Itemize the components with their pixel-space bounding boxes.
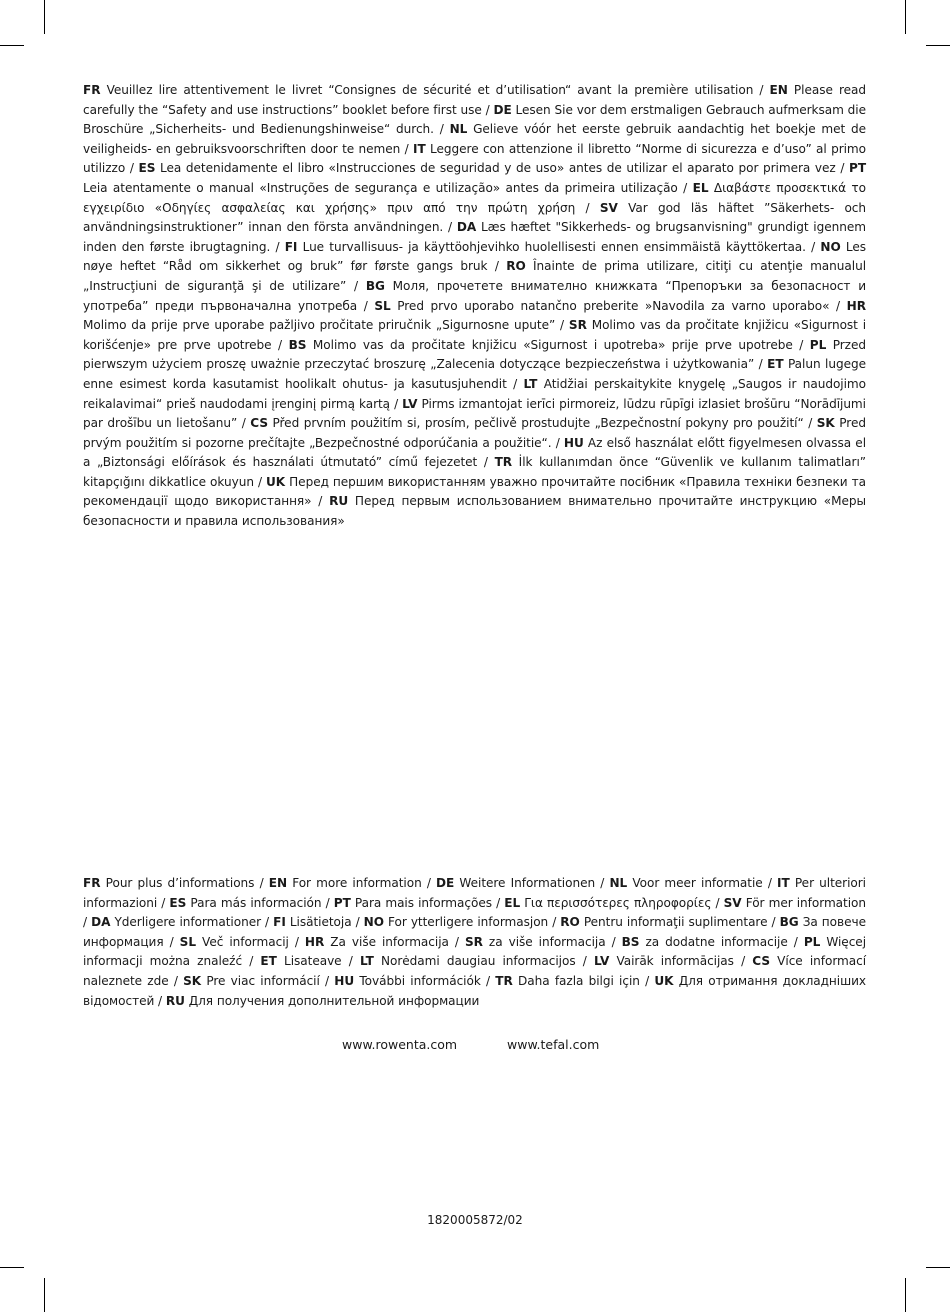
crop-mark-bottom-left-horizontal: [0, 1267, 24, 1268]
lang-code-bg: BG: [779, 915, 799, 930]
text-no: For ytterligere informasjon: [388, 915, 549, 930]
lang-code-uk: UK: [266, 474, 286, 489]
lang-code-el: EL: [692, 180, 709, 195]
rowenta-link[interactable]: www.rowenta.com: [342, 1037, 458, 1052]
lang-code-pt: PT: [849, 161, 867, 176]
text-nl: Gelieve vóór het eerste gebruik aandachtig het boekje met de veiligheids- en gebruiksvoorschriften door te nemen: [83, 122, 867, 156]
text-pt: Para mais informações: [354, 895, 492, 910]
lang-code-pl: PL: [809, 337, 827, 352]
lang-code-it: IT: [777, 876, 790, 890]
text-hr: Za više informacija: [330, 934, 449, 949]
text-pl: Przed pierwszym użyciem proszę uważnie przeczytać broszurę „Zalecenia dotyczące bezpieczeństwa i użytkowania”: [83, 337, 867, 372]
text-bg: За повече информация: [83, 915, 866, 949]
lang-code-no: NO: [363, 915, 384, 930]
text-ro: Înainte de prima utilizare, citiţi cu atenţie manualul „Instrucţiuni de siguranţă şi de utilizare”: [83, 259, 866, 293]
lang-code-bs: BS: [621, 934, 640, 949]
crop-mark-top-left-vertical: [44, 0, 45, 34]
lang-code-el: EL: [504, 895, 521, 910]
safety-notice-paragraph: FR Veuillez lire attentivement le livret “Consignes de sécurité et d’utilisation“ avant la première utilisation / EN Please read carefully the “Safety and use instructions” booklet before first use / DE Lesen Sie vor dem erstmaligen Gebrauch aufmerksam die Broschüre „Sicherheits- und Bedienungshinweise“ durch. / NL Gelieve vóór het eerste gebruik aandachtig het boekje met de veiligheids- en gebruiksvoorschriften door te nemen / IT Leggere con attenzione il libretto “Norme di sicurezza e d’uso” al primo utilizzo / ES Lea detenidamente el libro «Instrucciones de seguridad y de uso» antes de utilizar el aparato por primera vez / PT Leia atentamente o manual «Instruções de segurança e utilização» antes da primeira utilização / EL Διαβάστε προσεκτικά το εγχειρίδιο «Οδηγίες ασφαλείας και χρήσης» πριν από την πρώτη χρήση / SV Var god läs häftet ”Säkerhets- och användningsinstruktioner” innan den första användningen. / DA Læs hæftet "Sikkerheds- og brugsanvisning" grundigt igennem inden den første ibrugtagning. / FI Lue turvallisuus- ja käyttöohjevihko huolellisesti ennen ensimmäistä käyttökertaa. / NO Les nøye heftet “Råd om sikkerhet og bruk” før første gangs bruk / RO Înainte de prima utilizare, citiţi cu atenţie manualul „Instrucţiuni de siguranţă şi de utilizare” / BG Моля, прочетете внимателно книжката “Препоръки за безопасност и употреба” преди първоначална употреба / SL Pred prvo uporabo natančno preberite »Navodila za varno uporabo« / HR Molimo da prije prve uporabe pažljivo pročitate priručnik „Sigurnosne upute” / SR Molimo vas da pročitate knjižicu «Sigurnost i korišćenje» pre prve upotrebe / BS Molimo vas da pročitate knjižicu «Sigurnost i upotreba» prije prve upotrebe / PL Przed pierwszym użyciem proszę uważnie przeczytać broszurę „Zalecenia dotyczące bezpieczeństwa i użytkowania” / ET Palun lugege enne esimest korda kasutamist hoolikalt ohutus- ja kasutusjuhendit / LT Atidžiai perskaitykite knygelę „Saugos ir naudojimo reikalavimai“ prieš naudodami įrenginį pirmą kartą / LV Pirms izmantojat ierīci pirmoreiz, lūdzu rūpīgi izlasiet brošūru “Norādījumi par drošību un lietošanu” / CS Před prvním použitím si, prosím, pečlivě prostudujte „Bezpečnostní pokyny pro použití“ / SK Pred prvým použitím si pozorne prečítajte „Bezpečnostné odporúčania a použitie“. / HU Az első használat előtt figyelmesen olvassa el a „Biztonsági előírások és használati útmutató” című fejezetet / TR İlk kullanımdan önce “Güvenlik ve kullanım talimatları” kitapçığını dikkatlice okuyun / UK Перед першим використанням уважно прочитайте посібник «Правила техніки безпеки та рекомендації щодо використання» / RU Перед первым использованием внимательно прочитайте инструкцию «Меры безопасности и правила использования»: [83, 83, 867, 529]
crop-mark-bottom-right-horizontal: [926, 1267, 950, 1268]
lang-code-sr: SR: [568, 318, 587, 333]
lang-code-es: ES: [138, 161, 156, 176]
text-bs: Molimo vas da pročitate knjižicu «Sigurnost i upotreba» prije prve upotrebe: [312, 337, 793, 352]
lang-code-et: ET: [767, 357, 784, 372]
lang-code-ro: RO: [506, 259, 526, 274]
text-hr: Molimo da prije prve uporabe pažljivo pročitate priručnik „Sigurnosne upute”: [83, 318, 556, 333]
text-sr: Molimo vas da pročitate knjižicu «Sigurnost i korišćenje» pre prve upotrebe: [83, 318, 867, 352]
more-information-paragraph: FR Pour plus d’informations / EN For more information / DE Weitere Informationen / NL Voor meer informatie / IT Per ulteriori informazioni / ES Para más información / PT Para mais informações / EL Για περισσότερες πληροφορίες / SV För mer information / DA Yderligere informationer / FI Lisätietoja / NO For ytterligere informasjon / RO Pentru informaţii suplimentare / BG За повече информация / SL Več informacij / HR Za više informacija / SR za više informacija / BS za dodatne informacije / PL Więcej informacji można znaleźć / ET Lisateave / LT Norėdami daugiau informacijos / LV Vairāk informācijas / CS Více informací naleznete zde / SK Pre viac informácií / HU További információk / TR Daha fazla bilgi için / UK Для отримання докладніших відомостей / RU Для получения дополнительной информации: [83, 876, 867, 1008]
lang-code-bg: BG: [365, 278, 385, 293]
lang-code-fi: FI: [284, 239, 298, 254]
lang-code-hu: HU: [563, 435, 584, 450]
text-da: Yderligere informationer: [114, 915, 262, 930]
lang-code-sk: SK: [816, 416, 835, 431]
text-hu: Az első használat előtt figyelmesen olvassa el a „Biztonsági előírások és használati útmutató” című fejezetet: [83, 435, 867, 470]
lang-code-es: ES: [169, 895, 187, 910]
text-de: Lesen Sie vor dem erstmaligen Gebrauch aufmerksam die Broschüre „Sicherheits- und Bedienungshinweise“ durch.: [83, 102, 866, 137]
text-el: Διαβάστε προσεκτικά το εγχειρίδιο «Οδηγίες ασφαλείας και χρήσης» πριν από την πρώτη χρήση: [83, 180, 866, 215]
lang-code-tr: TR: [494, 455, 513, 470]
text-da: Læs hæftet "Sikkerheds- og brugsanvisning" grundigt igennem inden den første ibrugtagning.: [83, 220, 866, 254]
text-es: Lea detenidamente el libro «Instrucciones de seguridad y de uso» antes de utilizar el aparato por primera vez: [160, 161, 836, 176]
text-et: Lisateave: [284, 954, 342, 969]
lang-code-bs: BS: [288, 337, 307, 352]
text-el: Για περισσότερες πληροφορίες: [524, 895, 712, 910]
text-sv: För mer information: [745, 895, 866, 910]
text-uk: Для отримання докладніших відомостей: [83, 973, 867, 1008]
text-lv: Vairāk informācijas: [616, 954, 734, 969]
lang-code-da: DA: [91, 915, 111, 930]
text-en: For more information: [292, 876, 422, 890]
text-lt: Atidžiai perskaitykite knygelę „Saugos ir naudojimo reikalavimai“ prieš naudodami įrenginį pirmą kartą: [83, 376, 866, 411]
lang-code-uk: UK: [654, 973, 674, 988]
lang-code-sr: SR: [464, 934, 483, 949]
lang-code-lv: LV: [593, 954, 610, 969]
text-bg: Моля, прочетете внимателно книжката “Препоръки за безопасност и употреба” преди първоначална употреба: [83, 278, 866, 313]
lang-code-fr: FR: [83, 876, 101, 890]
text-sk: Pred prvým použitím si pozorne prečítajte „Bezpečnostné odporúčania a použitie“.: [83, 416, 866, 450]
lang-code-tr: TR: [495, 973, 513, 988]
crop-mark-top-right-vertical: [905, 0, 906, 34]
text-sv: Var god läs häftet ”Säkerhets- och användningsinstruktioner” innan den första användningen.: [83, 200, 867, 235]
text-ro: Pentru informaţii suplimentare: [583, 915, 768, 930]
text-tr: Daha fazla bilgi için: [518, 973, 640, 988]
text-tr: İlk kullanımdan önce “Güvenlik ve kullanım talimatları” kitapçığını dikkatlice okuyun: [83, 455, 866, 489]
lang-code-sv: SV: [723, 895, 742, 910]
lang-code-pt: PT: [333, 895, 351, 910]
lang-code-lt: LT: [359, 954, 374, 969]
lang-code-fr: FR: [83, 83, 101, 97]
lang-code-nl: NL: [449, 122, 468, 137]
lang-code-hr: HR: [846, 298, 866, 313]
text-ru: Для получения дополнительной информации: [188, 993, 480, 1008]
text-sr: za više informacija: [488, 934, 606, 949]
text-ru: Перед первым использованием внимательно прочитайте инструкцию «Меры безопасности и правила использования»: [83, 494, 866, 529]
lang-code-sv: SV: [599, 200, 618, 215]
lang-code-fi: FI: [273, 915, 286, 930]
text-fi: Lue turvallisuus- ja käyttöohjevihko huolellisesti ennen ensimmäistä käyttökertaa.: [302, 239, 806, 254]
crop-mark-top-left-horizontal: [0, 45, 24, 46]
text-hu: További információk: [359, 973, 481, 988]
text-uk: Перед першим використанням уважно прочитайте посібник «Правила техніки безпеки та рекомендації щодо використання»: [83, 474, 866, 509]
lang-code-no: NO: [820, 239, 841, 254]
text-pl: Więcej informacji można znaleźć: [83, 934, 867, 969]
text-lt: Norėdami daugiau informacijos: [380, 954, 576, 969]
document-code: 1820005872/02: [427, 1213, 523, 1227]
lang-code-cs: CS: [752, 954, 770, 969]
lang-code-et: ET: [260, 954, 277, 969]
crop-mark-bottom-left-vertical: [44, 1278, 45, 1312]
crop-mark-bottom-right-vertical: [905, 1278, 906, 1312]
tefal-link[interactable]: www.tefal.com: [507, 1037, 600, 1052]
text-no: Les nøye heftet “Råd om sikkerhet og bruk” før første gangs bruk: [83, 239, 867, 274]
text-fr: Pour plus d’informations: [105, 876, 255, 890]
text-es: Para más información: [190, 895, 322, 910]
text-pt: Leia atentamente o manual «Instruções de segurança e utilização» antes da primeira utilização: [83, 180, 678, 195]
lang-code-hr: HR: [304, 934, 325, 949]
lang-code-de: DE: [436, 876, 455, 890]
lang-code-lv: LV: [402, 396, 418, 411]
text-cs: Více informací naleznete zde: [83, 954, 867, 988]
lang-code-en: EN: [268, 876, 288, 890]
text-it: Per ulteriori informazioni: [83, 876, 866, 910]
lang-code-pl: PL: [803, 934, 821, 949]
lang-code-da: DA: [456, 220, 477, 235]
lang-code-en: EN: [769, 83, 788, 97]
text-cs: Před prvním použitím si, prosím, pečlivě prostudujte „Bezpečnostní pokyny pro použití“: [272, 416, 804, 431]
text-de: Weitere Informationen: [459, 876, 596, 890]
crop-mark-top-right-horizontal: [926, 45, 950, 46]
lang-code-sk: SK: [183, 973, 202, 988]
lang-code-lt: LT: [523, 376, 538, 391]
text-it: Leggere con attenzione il libretto “Norme di sicurezza e d’uso” al primo utilizzo: [83, 141, 867, 176]
text-fi: Lisätietoja: [289, 915, 352, 930]
text-fr: Veuillez lire attentivement le livret “Consignes de sécurité et d’utilisation“ avant la première utilisation: [106, 83, 754, 97]
lang-code-ro: RO: [560, 915, 580, 930]
lang-code-it: IT: [413, 141, 426, 156]
lang-code-sl: SL: [179, 934, 196, 949]
lang-code-nl: NL: [609, 876, 628, 890]
text-sk: Pre viac informácií: [206, 973, 320, 988]
text-nl: Voor meer informatie: [632, 876, 763, 890]
text-lv: Pirms izmantojat ierīci pirmoreiz, lūdzu rūpīgi izlasiet brošūru “Norādījumi par drošību un lietošanu”: [83, 396, 866, 431]
text-bs: za dodatne informacije: [645, 934, 788, 949]
text-et: Palun lugege enne esimest korda kasutamist hoolikalt ohutus- ja kasutusjuhendit: [83, 357, 866, 391]
lang-code-cs: CS: [250, 416, 268, 431]
text-en: Please read carefully the “Safety and use instructions” booklet before first use: [83, 83, 866, 117]
lang-code-de: DE: [493, 102, 512, 117]
lang-code-sl: SL: [374, 298, 391, 313]
lang-code-ru: RU: [329, 494, 349, 509]
lang-code-hu: HU: [334, 973, 355, 988]
lang-code-ru: RU: [165, 993, 185, 1008]
text-sl: Pred prvo uporabo natančno preberite »Navodila za varno uporabo«: [397, 298, 830, 313]
text-sl: Več informacij: [202, 934, 289, 949]
